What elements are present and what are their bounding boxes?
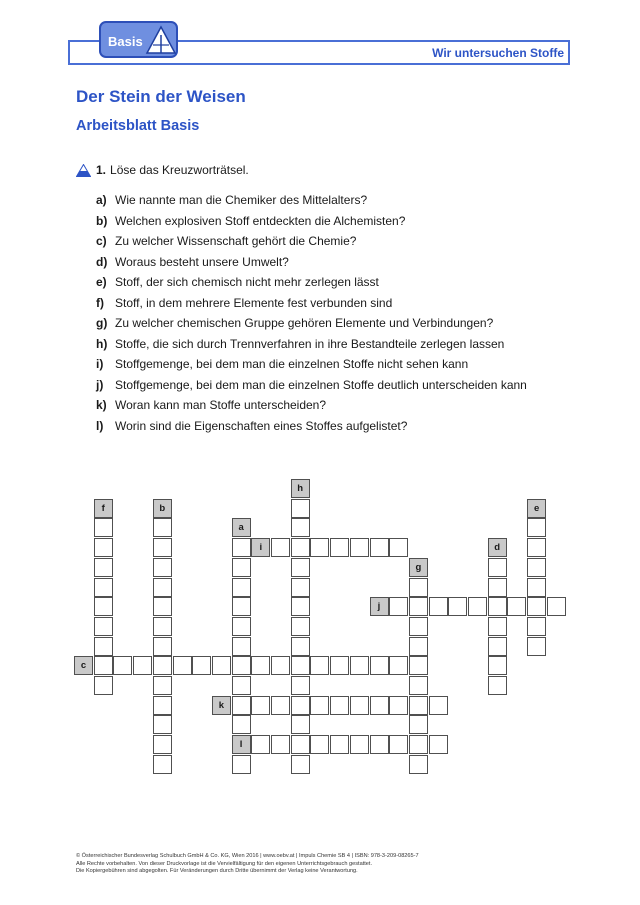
crossword-cell[interactable] (409, 597, 428, 616)
crossword-cell[interactable] (310, 735, 329, 754)
crossword-cell[interactable] (429, 597, 448, 616)
question-text: Worin sind die Eigenschaften eines Stoffes aufgelistet? (115, 418, 408, 433)
crossword-cell[interactable] (547, 597, 566, 616)
crossword-cell[interactable] (488, 597, 507, 616)
crossword-cell[interactable] (291, 676, 310, 695)
triangle-logo-icon (145, 25, 177, 55)
crossword-cell[interactable] (232, 676, 251, 695)
question-letter: d) (96, 254, 108, 269)
crossword-cell[interactable] (330, 656, 349, 675)
crossword-label-h: h (291, 479, 310, 498)
crossword-cell[interactable] (488, 617, 507, 636)
crossword-cell[interactable] (389, 597, 408, 616)
question-item (96, 378, 527, 399)
crossword-cell[interactable] (153, 696, 172, 715)
question-item (96, 275, 527, 296)
question-item (96, 337, 527, 358)
question-text: Stoffgemenge, bei dem man die einzelnen Stoffe deutlich unterscheiden kann (115, 377, 527, 392)
crossword-cell[interactable] (488, 656, 507, 675)
crossword-cell[interactable] (153, 656, 172, 675)
crossword-cell[interactable] (232, 637, 251, 656)
crossword-cell[interactable] (527, 538, 546, 557)
page-subtitle: Arbeitsblatt Basis (76, 118, 200, 134)
crossword-cell[interactable] (251, 656, 270, 675)
crossword-cell[interactable] (291, 755, 310, 774)
crossword-label-g: g (409, 558, 428, 577)
crossword-label-d: d (488, 538, 507, 557)
crossword-cell[interactable] (409, 735, 428, 754)
crossword-cell[interactable] (488, 676, 507, 695)
crossword-cell[interactable] (173, 656, 192, 675)
crossword-cell[interactable] (291, 578, 310, 597)
crossword-cell[interactable] (330, 735, 349, 754)
crossword-cell[interactable] (94, 558, 113, 577)
crossword-cell[interactable] (527, 617, 546, 636)
question-letter: g) (96, 316, 108, 330)
question-item (96, 255, 527, 276)
crossword-cell[interactable] (232, 558, 251, 577)
crossword-cell[interactable] (409, 578, 428, 597)
question-item (96, 398, 527, 419)
crossword-cell[interactable] (291, 499, 310, 518)
crossword-cell[interactable] (389, 538, 408, 557)
crossword-label-k: k (212, 696, 231, 715)
crossword-cell[interactable] (94, 538, 113, 557)
crossword-label-e: e (527, 499, 546, 518)
header-title: Wir untersuchen Stoffe (432, 46, 564, 60)
question-text: Wie nannte man die Chemiker des Mittelalters? (115, 193, 368, 207)
crossword-cell[interactable] (133, 656, 152, 675)
crossword-cell[interactable] (153, 637, 172, 656)
crossword-cell[interactable] (429, 735, 448, 754)
crossword-cell[interactable] (409, 617, 428, 636)
crossword-cell[interactable] (389, 735, 408, 754)
crossword-cell[interactable] (232, 538, 251, 557)
crossword-cell[interactable] (251, 696, 270, 715)
question-text: Zu welcher chemischen Gruppe gehören Elemente und Verbindungen? (115, 316, 494, 330)
question-text: Zu welcher Wissenschaft gehört die Chemie? (115, 234, 357, 248)
crossword-cell[interactable] (94, 637, 113, 656)
crossword-label-a: a (232, 518, 251, 537)
crossword-cell[interactable] (291, 617, 310, 636)
crossword-cell[interactable] (350, 656, 369, 675)
crossword-cell[interactable] (153, 538, 172, 557)
crossword-cell[interactable] (271, 696, 290, 715)
crossword-cell[interactable] (350, 735, 369, 754)
crossword-cell[interactable] (212, 656, 231, 675)
difficulty-triangle-icon (76, 164, 91, 177)
crossword-cell[interactable] (232, 755, 251, 774)
question-letter: k) (96, 398, 107, 412)
question-text: Welchen explosiven Stoff entdeckten die Alchemisten? (115, 213, 406, 228)
crossword-cell[interactable] (488, 558, 507, 577)
crossword-label-l: l (232, 735, 251, 754)
crossword-label-j: j (370, 597, 389, 616)
crossword-cell[interactable] (310, 538, 329, 557)
crossword-cell[interactable] (488, 637, 507, 656)
question-item (96, 234, 527, 255)
crossword-cell[interactable] (153, 755, 172, 774)
question-item (96, 419, 527, 440)
crossword-cell[interactable] (94, 597, 113, 616)
question-text: Woraus besteht unsere Umwelt? (115, 254, 289, 269)
crossword-cell[interactable] (251, 735, 270, 754)
crossword-cell[interactable] (232, 578, 251, 597)
crossword-cell[interactable] (271, 735, 290, 754)
crossword-label-c: c (74, 656, 93, 675)
crossword-cell[interactable] (113, 656, 132, 675)
crossword-cell[interactable] (330, 538, 349, 557)
question-item (96, 357, 527, 378)
crossword-cell[interactable] (153, 558, 172, 577)
question-text: Stoff, der sich chemisch nicht mehr zerlegen lässt (115, 275, 379, 289)
question-text: Stoffe, die sich durch Trennverfahren in ihre Bestandteile zerlegen lassen (115, 336, 505, 351)
question-text: Stoff, in dem mehrere Elemente fest verbunden sind (115, 295, 393, 310)
crossword-cell[interactable] (527, 578, 546, 597)
crossword-cell[interactable] (291, 715, 310, 734)
crossword-cell[interactable] (488, 578, 507, 597)
crossword-cell[interactable] (153, 735, 172, 754)
crossword-cell[interactable] (291, 735, 310, 754)
question-list (96, 193, 527, 439)
crossword-cell[interactable] (192, 656, 211, 675)
task-number: 1. (96, 163, 107, 177)
crossword-cell[interactable] (448, 597, 467, 616)
crossword-cell[interactable] (291, 558, 310, 577)
page-title: Der Stein der Weisen (76, 87, 246, 106)
footer-line: Alle Rechte vorbehalten. Von dieser Druckvorlage ist die Vervielfältigung für den eigenen Unterrichtsgebrauch gestattet. (76, 860, 373, 867)
crossword-cell[interactable] (370, 538, 389, 557)
crossword-cell[interactable] (370, 696, 389, 715)
task-heading (76, 163, 249, 177)
crossword-cell[interactable] (153, 597, 172, 616)
crossword-cell[interactable] (527, 558, 546, 577)
footer-line: © Österreichischer Bundesverlag Schulbuch GmbH & Co. KG, Wien 2016 | www.oebv.at | Impuls Chemie SB 4 | ISBN: 978-3-209-08265-7 (76, 853, 419, 859)
question-letter: a) (96, 193, 107, 207)
crossword-cell[interactable] (527, 597, 546, 616)
crossword-cell[interactable] (153, 578, 172, 597)
crossword-cell[interactable] (291, 656, 310, 675)
crossword-cell[interactable] (409, 637, 428, 656)
crossword-cell[interactable] (468, 597, 487, 616)
crossword-cell[interactable] (291, 696, 310, 715)
crossword-cell[interactable] (527, 637, 546, 656)
crossword-cell[interactable] (370, 656, 389, 675)
crossword-cell[interactable] (153, 617, 172, 636)
question-text: Stoffgemenge, bei dem man die einzelnen Stoffe nicht sehen kann (115, 357, 469, 371)
question-letter: e) (96, 275, 107, 289)
crossword-cell[interactable] (409, 656, 428, 675)
crossword-cell[interactable] (232, 597, 251, 616)
question-text: Woran kann man Stoffe unterscheiden? (115, 398, 327, 412)
question-letter: f) (96, 295, 104, 310)
crossword-cell[interactable] (94, 656, 113, 675)
crossword-cell[interactable] (153, 676, 172, 695)
crossword-label-b: b (153, 499, 172, 518)
crossword-cell[interactable] (350, 696, 369, 715)
question-letter: j) (96, 377, 104, 392)
crossword-label-f: f (94, 499, 113, 518)
crossword-cell[interactable] (429, 696, 448, 715)
crossword-cell[interactable] (94, 578, 113, 597)
crossword-cell[interactable] (291, 597, 310, 616)
task-text: Löse das Kreuzworträtsel. (110, 163, 249, 177)
crossword-cell[interactable] (153, 715, 172, 734)
crossword-cell[interactable] (409, 696, 428, 715)
crossword-cell[interactable] (232, 656, 251, 675)
crossword-cell[interactable] (291, 538, 310, 557)
footer (76, 853, 419, 876)
crossword-cell[interactable] (310, 696, 329, 715)
question-letter: c) (96, 234, 107, 248)
crossword-label-i: i (251, 538, 270, 557)
crossword-cell[interactable] (310, 656, 329, 675)
question-item (96, 214, 527, 235)
crossword-cell[interactable] (350, 538, 369, 557)
crossword-cell[interactable] (94, 676, 113, 695)
basis-logo (99, 21, 178, 58)
crossword-cell[interactable] (94, 518, 113, 537)
crossword-cell[interactable] (409, 676, 428, 695)
crossword-cell[interactable] (330, 696, 349, 715)
question-letter: b) (96, 213, 108, 228)
crossword-cell[interactable] (291, 518, 310, 537)
crossword-cell[interactable] (271, 538, 290, 557)
crossword-cell[interactable] (271, 656, 290, 675)
crossword-cell[interactable] (232, 696, 251, 715)
crossword-cell[interactable] (232, 715, 251, 734)
question-letter: h) (96, 336, 108, 351)
crossword-cell[interactable] (291, 637, 310, 656)
footer-line: Die Kopiergebühren sind abgegolten. Für Veränderungen durch Dritte übernimmt der Verlag keine Verantwortung. (76, 868, 358, 875)
crossword-cell[interactable] (409, 755, 428, 774)
question-letter: i) (96, 357, 104, 371)
crossword-cell[interactable] (232, 617, 251, 636)
question-item (96, 296, 527, 317)
question-letter: l) (96, 418, 104, 433)
crossword-cell[interactable] (153, 518, 172, 537)
crossword-cell[interactable] (370, 735, 389, 754)
crossword-cell[interactable] (94, 617, 113, 636)
crossword-cell[interactable] (527, 518, 546, 537)
crossword-cell[interactable] (389, 656, 408, 675)
logo-text: Basis (108, 34, 143, 49)
crossword-cell[interactable] (409, 715, 428, 734)
question-item (96, 316, 527, 337)
crossword-cell[interactable] (507, 597, 526, 616)
question-item (96, 193, 527, 214)
crossword-cell[interactable] (389, 696, 408, 715)
